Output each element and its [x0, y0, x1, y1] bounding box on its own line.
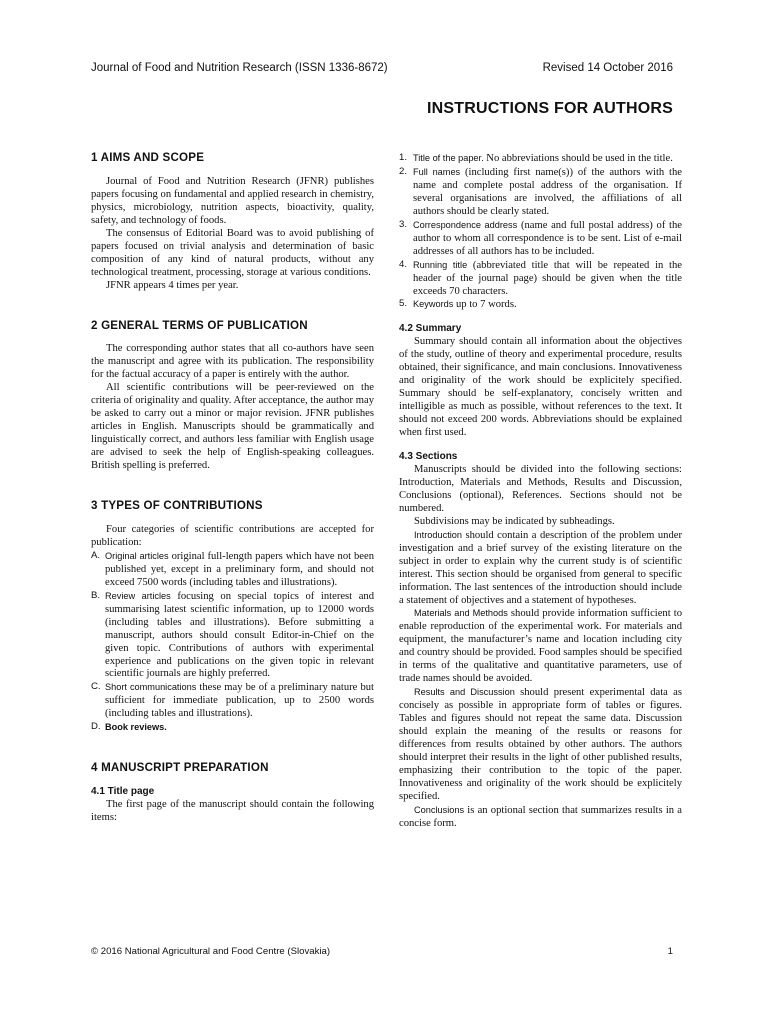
page-footer	[91, 946, 673, 957]
list-item	[399, 219, 682, 259]
list-item	[399, 259, 682, 299]
list-item-label: Keywords	[413, 299, 454, 310]
list-item-label: Book reviews.	[105, 722, 167, 733]
section-heading-general-terms: 2 GENERAL TERMS OF PUBLICATION	[91, 318, 308, 332]
list-item-text: these may be of a preliminary nature but sufficient for immediate publication, up to 2500 words (including tables and illustrations).	[105, 682, 374, 720]
list-item	[91, 681, 374, 721]
list-item-number: A.	[91, 549, 101, 561]
list-item-number: 1.	[399, 152, 408, 163]
introduction-label: Introduction	[414, 529, 463, 540]
sections-paragraph-2: Subdivisions may be indicated by subheadings.	[414, 515, 615, 527]
introduction-paragraph	[399, 529, 682, 608]
materials-methods-paragraph	[399, 607, 682, 686]
conclusions-text: is an optional section that summarizes results in a concise form.	[399, 804, 682, 829]
title-page-paragraph: The first page of the manuscript should contain the following items:	[91, 799, 374, 824]
journal-name: Journal of Food and Nutrition Research (ISSN 1336-8672)	[91, 62, 388, 74]
list-item-text: focusing on special topics of interest and summarising latest scientific information, up to 12000 words (including tables and illustrations). Before submitting a manuscript, authors should consult Editor-in-Chief on the given topic. Contributions of authors with experimental experience and publications on the given topic in relevant scientific journals are highly preferred.	[105, 590, 375, 680]
list-item-number: 5.	[399, 298, 408, 310]
list-item-label: Full names	[413, 166, 461, 177]
left-column	[91, 152, 374, 825]
conclusions-paragraph	[399, 804, 682, 831]
right-column	[399, 152, 682, 831]
results-discussion-text: should present experimental data as concisely as possible in appropriate form of tables or figures. Tables and figures should not repeat the same data. Discussion should explain the meaning of the results or reasons for differences from results obtained by other authors. The authors should interpret their results in the light of other published results, emphasizing their contribution to the topic of the paper. Innovativeness and originality of the work should be explicitely specified.	[399, 687, 682, 802]
list-item-label: Title of the paper.	[413, 153, 484, 163]
section-heading-aims: 1 AIMS AND SCOPE	[91, 151, 205, 164]
introduction-text: should contain a description of the problem under investigation and a brief survey of the existing literature on the subject in order to explain why the current study is of scientific interest. This section should be organised from general to specific information. The last sentences of the introduction should include a statement of objectives and a statement of hypotheses.	[399, 529, 682, 606]
running-header	[91, 62, 673, 74]
list-item-text: No abbreviations should be used in the title.	[483, 153, 673, 164]
list-item-text: (name and full postal address) of the author to whom all correspondence is to be sent. List of e-mail addresses of all authors has to be included.	[413, 219, 683, 257]
aims-paragraph-3: JFNR appears 4 times per year.	[106, 279, 239, 291]
copyright-notice: © 2016 National Agricultural and Food Centre (Slovakia)	[91, 946, 331, 957]
results-discussion-label: Results and Discussion	[414, 687, 515, 698]
list-item	[91, 590, 374, 682]
list-item-number: B.	[91, 589, 101, 601]
list-item-text: original full-length papers which have not been published yet, except in a preliminary form, and should not exceed 7500 words (including tables and illustrations).	[105, 550, 375, 588]
list-item-label: Running title	[413, 259, 468, 270]
list-item-label: Review articles	[105, 590, 171, 601]
sections-paragraph-1: Manuscripts should be divided into the following sections: Introduction, Materials and Methods, Results and Discussion, Conclusions (optional), References. Sections should not be numbered.	[399, 463, 682, 514]
materials-methods-label: Materials and Methods	[414, 608, 508, 619]
general-terms-paragraph-1: The corresponding author states that all co-authors have seen the manuscript and agree with its publication. The responsibility for the factual accuracy of a paper is entirely with the author.	[91, 343, 374, 381]
contribution-types-list	[91, 550, 374, 735]
list-item-text: (abbreviated title that will be repeated in the header of the journal page) should be given when the title exceeds 70 characters.	[413, 259, 682, 297]
list-item	[399, 298, 682, 312]
results-discussion-paragraph	[399, 686, 682, 804]
list-item-text: (including first name(s)) of the authors with the name and complete postal address of the organisation. If several organisations are involved, the affiliations of all authors should be clearly stated.	[413, 166, 682, 217]
subsection-heading-title-page: 4.1 Title page	[91, 786, 155, 798]
conclusions-label: Conclusions	[414, 804, 465, 815]
aims-paragraph-2: The consensus of Editorial Board was to avoid publishing of papers focused on trivial analysis and determination of basic composition of any kind of natural products, without any technological treatment, processing, storage at various conditions.	[91, 227, 374, 278]
list-item-number: 4.	[399, 258, 408, 270]
contribution-types-intro: Four categories of scientific contributions are accepted for publication:	[91, 523, 374, 548]
subsection-heading-sections: 4.3 Sections	[399, 451, 458, 463]
list-item	[399, 166, 682, 219]
document-title: INSTRUCTIONS FOR AUTHORS	[427, 100, 673, 117]
list-item-number: 2.	[399, 165, 408, 177]
list-item-number: D.	[91, 721, 101, 733]
list-item	[91, 721, 374, 735]
title-page-items-list	[399, 152, 682, 312]
list-item-label: Short communications	[105, 682, 197, 693]
list-item-number: 3.	[399, 218, 408, 230]
subsection-heading-summary: 4.2 Summary	[399, 323, 462, 335]
materials-methods-text: should provide information sufficient to enable reproduction of the experimental work. For materials and equipment, the manufacturer’s name and location including city and country should be provided. Food samples should be specified in terms of the qualitative and quantitative parameters, use of trade names should be avoided.	[399, 608, 682, 685]
list-item-number: C.	[91, 681, 101, 693]
list-item-label: Correspondence address	[413, 219, 518, 230]
general-terms-paragraph-2: All scientific contributions will be peer-reviewed on the criteria of originality and quality. After acceptance, the author may be asked to carry out a minor or major revision. JFNR publishes articles in English. Manuscripts should be grammatically and linguistically correct, and authors less familiar with English usage are advised to seek the help of English-speaking colleagues. British spelling is preferred.	[91, 382, 374, 472]
aims-paragraph-1: Journal of Food and Nutrition Research (JFNR) publishes papers focusing on fundamental and applied research in chemistry, physics, microbiology, nutrition aspects, bioactivity, quality, safety, and technology of foods.	[91, 175, 374, 226]
list-item	[399, 152, 682, 166]
section-heading-contribution-types: 3 TYPES OF CONTRIBUTIONS	[91, 499, 263, 513]
page-number: 1	[667, 946, 673, 957]
list-item-text: up to 7 words.	[453, 299, 517, 311]
list-item	[91, 550, 374, 590]
section-heading-manuscript-preparation: 4 MANUSCRIPT PREPARATION	[91, 761, 269, 775]
revised-date: Revised 14 October 2016	[542, 62, 673, 74]
list-item-label: Original articles	[105, 550, 169, 561]
summary-paragraph: Summary should contain all information about the objectives of the study, outline of theory and experimental procedure, results obtained, their significance, and main conclusions. Innovativeness and originality of the work should be explicitely specified. Summary should be self-explanatory, concisely written and intelligible as much as possible, without references to the text. It should not exceed 200 words. Abbreviations should be explained when first used.	[399, 336, 682, 439]
